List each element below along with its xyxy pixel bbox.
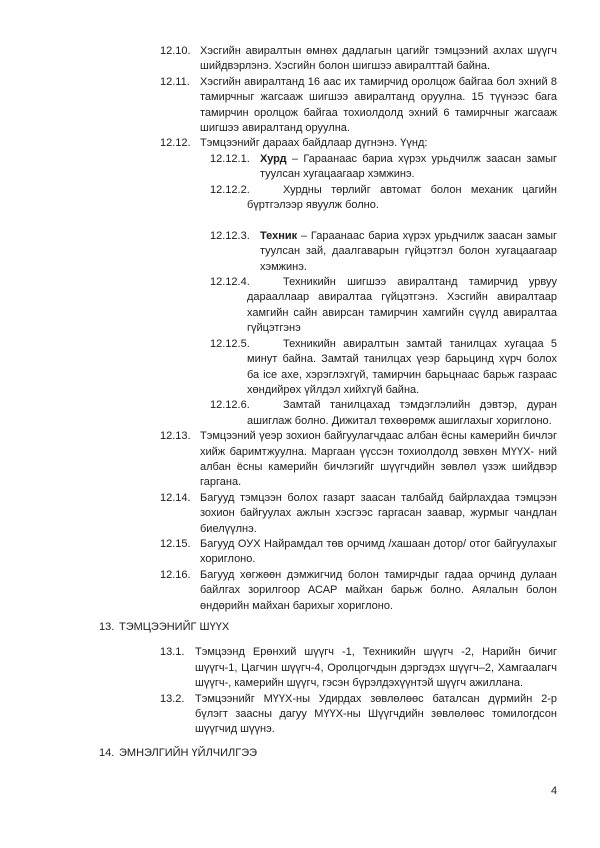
item-text: Техникийн авиралтын замтай танилцах хугацаа 5 минут байна. Замтай танилцах үеэр барьцинд хүрч болох ба ice axe, хэрэглэхгүй, тамирчин барьцнаас барьж газраас хөндийрөх үйлдэл хийхгүй байна. [247,337,557,396]
list-item-12-12-6 [210,398,557,429]
item-number: 12.12.4. [210,276,250,289]
item-number: 12.16. [160,568,191,581]
heading-text: ТЭМЦЭЭНИЙГ ШҮҮХ [119,621,230,634]
list-item-12-14 [160,491,557,537]
item-text: Тэмцээнд Ерөнхий шүүгч -1, Техникийн шүүгч -2, Нарийн бичиг шүүгч-1, Цагчин шүүгч-4, Оролцогчдын дэргэдэх шүүгч–2, Хамгаалагч шүүгч-, камерийн шүүгч, гэсэн бүрэлдэхүүнтэй шүүгч ажиллана. [195,646,557,690]
item-text: Хэсгийн авиралтанд 16 аас их тамирчид оролцож байгаа бол эхний 8 тамирчныг жагсааж шигшээ авиралтанд оруулна. 15 түүнээс бага тамирчин оролцож байгаа тохиолдолд эхний 6 тамирчныг жагсааж шигшээ авиралтанд оруулна. [200,75,557,135]
item-text: Техникийн шигшээ авиралтанд тамирчид урвуу дарааллаар авиралтаа гүйцэтгэнэ. Хэсгийн авиралтаар хамгийн сайн авирсан тамирчин хамгийн сүүлд авиралтаа гүйцэтгэнэ [247,276,557,335]
item-text: Багууд ОУХ Найрамдал төв орчимд /хашаан дотор/ отог байгуулахыг хориглоно. [200,537,557,566]
item-number: 12.11. [160,75,190,88]
list-item-12-15 [160,537,557,568]
item-lead: Техник [260,229,298,242]
item-text: Тэмцээний үеэр зохион байгуулагчдаас албан ёсны камерийн бичлэг хийж баримтжуулна. Маргаан үүссэн тохиолдолд зөвхөн МҮҮХ- ний албан ёсны камерийн бичлэгийг шүүгчдийн зөвлөл үзэж шийдвэр гаргана. [200,430,557,489]
section-14-heading [99,746,557,761]
heading-number: 14. [99,746,115,759]
section-13-heading [99,620,557,635]
list-item-12-12-5 [210,337,557,399]
list-item-12-11 [160,75,557,137]
item-number: 12.12.5. [210,337,250,350]
item-text: Замтай танилцахад тэмдэглэлийн дэвтэр, дуран ашиглаж болно. Дижитал төхөөрөмж ашиглахыг хориглоно. [247,399,557,427]
item-text: Багууд хөгжөөн дэмжигчид болон тамирчдыг гадаа орчинд дулаан байлгах зорилгоор АСАР майхан барьж болно. Аялалын болон өндөрийн майхан барихыг хориглоно. [200,568,557,612]
item-number: 12.12. [160,137,191,150]
item-number: 12.14. [160,491,191,504]
list-item-12-12 [160,136,557,151]
heading-text: ЭМНЭЛГИЙН ҮЙЛЧИЛГЭЭ [119,746,258,759]
item-text: – Гараанаас бариа хүрэх урьдчилж заасан замыг туулсан хугацаагаар хэмжинэ. [260,152,558,181]
item-text: Тэмцээнийг МҮҮХ-ны Удирдах зөвлөлөөс баталсан дүрмийн 2-р бүлэгт заасны дагуу МҮҮХ-ны Шүүгчдийн зөвлөлөөс томилогдсон шүүгчид шүүнэ. [195,692,557,736]
item-text: – Гараанаас бариа хүрэх урьдчилж заасан замыг туулсан зай, даалгаварын гүйцэтгэл болон хугацаагаар хэмжинэ. [260,229,557,273]
list-item-12-13 [160,429,557,491]
list-item-12-12-4 [210,275,557,337]
item-number: 12.12.2. [210,183,250,196]
item-number: 13.1. [160,646,185,659]
list-item-13-2 [160,692,557,738]
list-item-12-12-2 [210,183,557,214]
item-number: 12.15. [160,537,191,550]
list-item-12-12-3 [210,229,557,275]
item-text: Багууд тэмцээн болох газарт заасан талбайд байрлахдаа тэмцээн зохион байгуулах ажлын хэсгээс гаргасан заавар, журмыг чандлан биелүүлнэ. [200,491,557,535]
page-content [99,44,557,761]
item-text: Хэсгийн авиралтын өмнөх дадлагын цагийг тэмцээний ахлах шүүгч шийдвэрлэнэ. Хэсгийн болон шигшээ авиралттай байна. [200,45,557,73]
item-number: 12.10. [160,45,191,57]
list-item-12-10 [160,44,557,75]
item-lead: Хурд [260,152,287,165]
heading-number: 13. [99,621,115,634]
item-number: 12.12.1. [210,152,250,165]
paragraph-spacer [99,213,557,228]
list-item-12-12-1 [210,152,557,183]
item-number: 12.12.6. [210,399,250,412]
item-text: Тэмцээнийг дараах байдлаар дүгнэнэ. Үүнд: [200,137,428,150]
item-text: Хурдны төрлийг автомат болон механик цагийн бүртгэлээр явуулж болно. [247,183,557,212]
list-item-13-1 [160,645,557,691]
page-number: 4 [551,785,558,797]
item-number: 13.2. [160,692,185,705]
list-item-12-16 [160,568,557,614]
item-number: 12.13. [160,430,191,443]
item-number: 12.12.3. [210,229,250,242]
